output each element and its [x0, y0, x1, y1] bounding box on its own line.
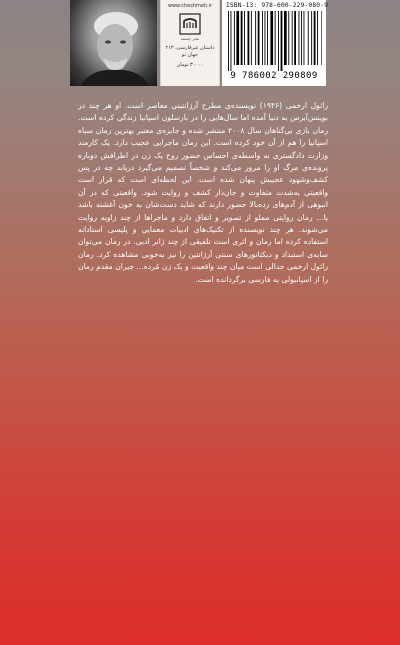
- publisher-logo-caption: نشر چشمه: [180, 36, 200, 41]
- barcode-bar: [267, 11, 268, 65]
- blurb-paragraph: رائول ارخمی (۱۹۴۶) نویسنده‌ی مطرح آرژانتینی معاصر است. او هر چند در بوینس‌آیرس به دنیا آمده اما سال‌هایی را در بارسلون اسپانیا زندگی کرده است. رمان بازی بی‌گناهان سال ۲۰۰۸ منتشر شده و جایزه‌ی معتبر بهترین رمان سیاه اسپانیا را هم از آن خود کرده است. این رمان ماجرایی عجیب دارد. یک کارمند وزارت دادگستری به واسطه‌ی احساس حضور روح یک زن در اطرافش دوباره پرونده‌ی مرگ او را مرور می‌کند و شخصاً تصمیم می‌گیرد دریابد چه در پس کشف‌وشهود عجیبش پنهان شده است. این لحظه‌ای است که قرار است واقعیتی به‌شدت متفاوت و جان‌دار کشف و روایت شود. واقعیتی که در آن انبوهی از آدم‌های رده‌بالا حضور دارند که شاید دست‌شان به خون آغشته باشد یا... رمان روایتی مملو از تصویر و اتفاق دارد و ماجراها از چند زاویه روایت می‌شوند. هر چند نویسنده از تکنیک‌های ادبیات معمایی و پلیسی استادانه استفاده کرده اما رمان و اثری است تلفیقی از چند ژانر ادبی. در رمان می‌توان سایه‌ی استبداد و دیکتاتورهای سنتی آرژانتین را نیز به‌خوبی مشاهده کرد. رمان رائول ارخمی جدالی است میان چند واقعیت و یک زن مُرده... جیران مقدم رمان را از اسپانیولی به فارسی برگردانده است.: [78, 101, 328, 284]
- barcode-bar: [236, 11, 239, 65]
- barcode-bar: [258, 11, 260, 65]
- series-line-2: جهان نو: [181, 52, 199, 58]
- barcode-bar: [265, 11, 266, 65]
- price-label: ۳۰۰۰۰ تومان: [176, 62, 204, 68]
- barcode-bar: [304, 11, 305, 65]
- barcode-digits: 9 786002 290809: [230, 71, 318, 81]
- barcode-bar: [299, 11, 300, 65]
- barcode-bar: [292, 11, 293, 65]
- barcode-bars: [226, 11, 322, 71]
- barcode-bar: [301, 11, 302, 65]
- barcode-bar: [308, 11, 309, 65]
- barcode-bar: [317, 11, 318, 65]
- back-cover-header: [0, 0, 400, 88]
- barcode-bar: [228, 11, 229, 71]
- barcode-bar: [314, 11, 316, 65]
- book-blurb: [78, 100, 328, 286]
- barcode-bar: [321, 11, 322, 65]
- barcode-bar: [255, 11, 256, 65]
- barcode-bar: [241, 11, 243, 65]
- series-line-1: داستان غیرفارسی، ۲۱۳: [165, 45, 215, 51]
- publisher-info: [160, 0, 220, 86]
- author-photo: [70, 0, 157, 86]
- barcode-bar: [281, 11, 283, 71]
- barcode-bar: [284, 11, 287, 65]
- barcode-bar: [278, 11, 279, 71]
- barcode-bar: [270, 11, 273, 65]
- barcode-bar: [262, 11, 263, 65]
- barcode-bar: [231, 11, 232, 71]
- isbn-label: ISBN-13: 978-600-229-080-9: [226, 2, 329, 9]
- publisher-logo-icon: [179, 13, 201, 35]
- barcode-bar: [311, 11, 312, 65]
- barcode-bar: [275, 11, 276, 65]
- barcode-bar: [234, 11, 235, 65]
- barcode-bar: [248, 11, 250, 65]
- barcode-bar: [294, 11, 296, 65]
- barcode-bar: [288, 11, 289, 65]
- barcode-bar: [244, 11, 245, 65]
- isbn-barcode: [222, 0, 329, 86]
- publisher-website: www.cheshmeh.ir: [167, 3, 213, 9]
- barcode-bar: [251, 11, 252, 65]
